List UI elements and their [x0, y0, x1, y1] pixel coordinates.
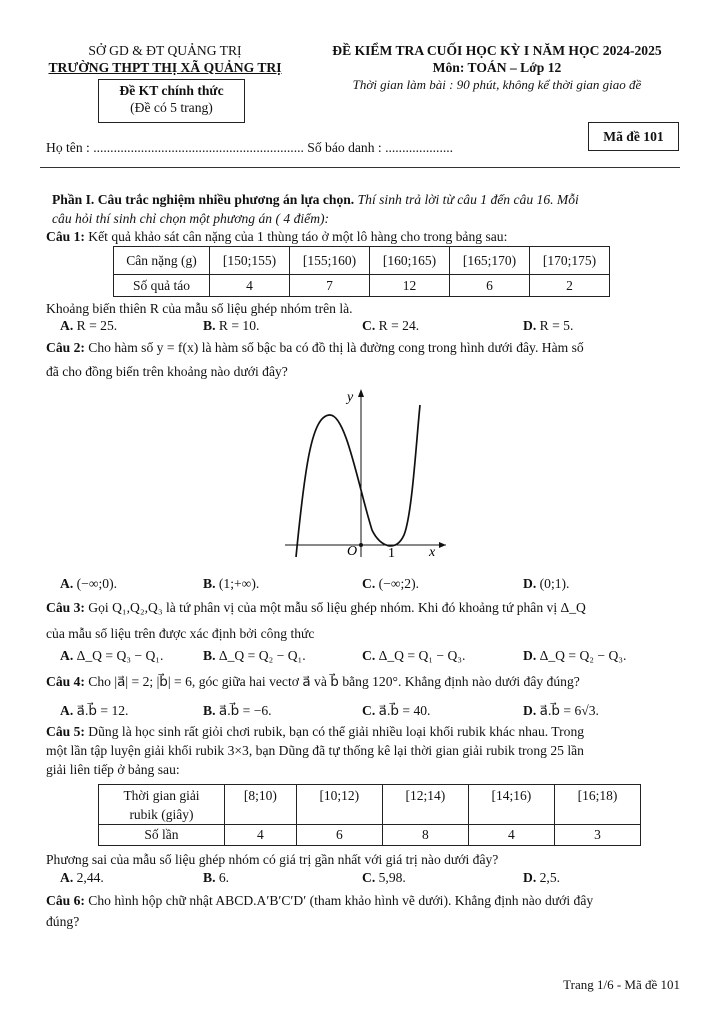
page-footer: Trang 1/6 - Mã đề 101 [563, 977, 680, 992]
table-cell: Số lần [99, 825, 225, 846]
q1-data-table [113, 246, 610, 297]
origin-label: O [347, 544, 358, 559]
table-cell: [16;18) [554, 785, 640, 825]
question-5: Câu 5: Dũng là học sinh rất giỏi chơi rubik, bạn có thể giải nhiều loại khối rubik khác nhau. Trong [46, 724, 585, 739]
tick-label-1: 1 [388, 546, 395, 561]
header-divider [40, 167, 680, 168]
question-2-cont: đã cho đồng biến trên khoảng nào dưới đây? [46, 364, 288, 379]
table-cell: [155;160) [290, 247, 370, 275]
pages-note: (Đề có 5 trang) [130, 100, 213, 115]
x-axis-label: x [429, 545, 436, 560]
exam-subject: Môn: TOÁN – Lớp 12 [432, 60, 562, 75]
y-axis-label: y [347, 390, 354, 405]
cubic-function-graph [280, 385, 450, 565]
table-cell: 4 [210, 275, 290, 297]
table-cell: [12;14) [382, 785, 468, 825]
school-name: TRƯỜNG THPT THỊ XÃ QUẢNG TRỊ [48, 60, 282, 75]
question-6: Câu 6: Cho hình hộp chữ nhật ABCD.A′B′C′D′ (tham khảo hình vẽ dưới). Khẳng định nào dưới đây [46, 893, 594, 908]
question-5-cont2: giải liên tiếp ở bảng sau: [46, 762, 180, 777]
table-cell: 2 [530, 275, 610, 297]
q1-question: Khoảng biến thiên R của mẫu số liệu ghép nhóm trên là. [46, 301, 353, 316]
table-cell: 7 [290, 275, 370, 297]
table-cell: 4 [468, 825, 554, 846]
q5-data-table [98, 784, 641, 846]
question-4: Câu 4: Cho |a⃗| = 2; |b⃗| = 6, góc giữa hai vectơ a⃗ và b⃗ bằng 120°. Khẳng định nào dưới đây đúng? [46, 674, 580, 689]
time-note: Thời gian làm bài : 90 phút, không kể thời gian giao đề [352, 77, 642, 92]
q5-options: A. 2,44. B. 6. C. 5,98. D. 2,5. [60, 870, 561, 885]
table-cell: 6 [450, 275, 530, 297]
table-cell: 8 [382, 825, 468, 846]
department-name: SỞ GD & ĐT QUẢNG TRỊ [88, 43, 242, 58]
exam-title: ĐỀ KIỂM TRA CUỐI HỌC KỲ I NĂM HỌC 2024-2025 [332, 43, 662, 58]
table-cell: [14;16) [468, 785, 554, 825]
table-cell: [8;10) [225, 785, 297, 825]
question-1: Câu 1: Kết quả khảo sát cân nặng của 1 thùng táo ở một lô hàng cho trong bảng sau: [46, 229, 508, 244]
question-2: Câu 2: Cho hàm số y = f(x) là hàm số bậc ba có đồ thị là đường cong trong hình dưới đây. Hàm số [46, 340, 584, 355]
table-cell: [10;12) [296, 785, 382, 825]
q4-options: A. a⃗.b⃗ = 12. B. a⃗.b⃗ = −6. C. a⃗.b⃗ = 40. D. a⃗.b⃗ = 6√3. [60, 703, 599, 718]
question-3: Câu 3: Gọi Q₁,Q₂,Q₃ là tứ phân vị của một mẫu số liệu ghép nhóm. Khi đó khoảng tứ phân vị Δ_Q [46, 600, 586, 615]
exam-code-box: Mã đề 101 [588, 122, 679, 151]
table-cell: [170;175) [530, 247, 610, 275]
table-cell: [165;170) [450, 247, 530, 275]
table-cell: Thời gian giải rubik (giây) [99, 785, 225, 825]
table-cell: [160;165) [370, 247, 450, 275]
official-label: Đề KT chính thức [119, 83, 224, 98]
table-cell: 4 [225, 825, 297, 846]
q2-options: A. (−∞;0). B. (1;+∞). C. (−∞;2). D. (0;1). [60, 576, 570, 591]
table-cell: 3 [554, 825, 640, 846]
table-cell: Cân nặng (g) [114, 247, 210, 275]
question-5-cont: một lần tập luyện giải khối rubik 3×3, bạn Dũng đã tự thống kê lại thời gian giải rubik trong 25 lần [46, 743, 584, 758]
q3-options: A. Δ_Q = Q₃ − Q₁. B. Δ_Q = Q₂ − Q₁. C. Δ_Q = Q₁ − Q₃. D. Δ_Q = Q₂ − Q₃. [60, 648, 627, 663]
table-cell: [150;155) [210, 247, 290, 275]
table-cell: 12 [370, 275, 450, 297]
candidate-info-line: Họ tên : .............................................................. Số báo danh : .................... [46, 140, 454, 155]
question-3-cont: của mẫu số liệu trên được xác định bởi công thức [46, 626, 315, 641]
section-1-title: Phần I. Câu trắc nghiệm nhiều phương án lựa chọn. Thí sinh trả lời từ câu 1 đến câu 16. Mỗi câu hỏi thí sinh chỉ chọn một phương án ( 4 điểm): [52, 192, 579, 226]
question-6-cont: đúng? [46, 914, 80, 929]
q5-question: Phương sai của mẫu số liệu ghép nhóm có giá trị gần nhất với giá trị nào dưới đây? [46, 852, 499, 867]
q1-options: A. R = 25. B. R = 10. C. R = 24. D. R = 5. [60, 318, 574, 333]
table-cell: Số quả táo [114, 275, 210, 297]
table-cell: 6 [296, 825, 382, 846]
official-exam-box [98, 79, 245, 123]
